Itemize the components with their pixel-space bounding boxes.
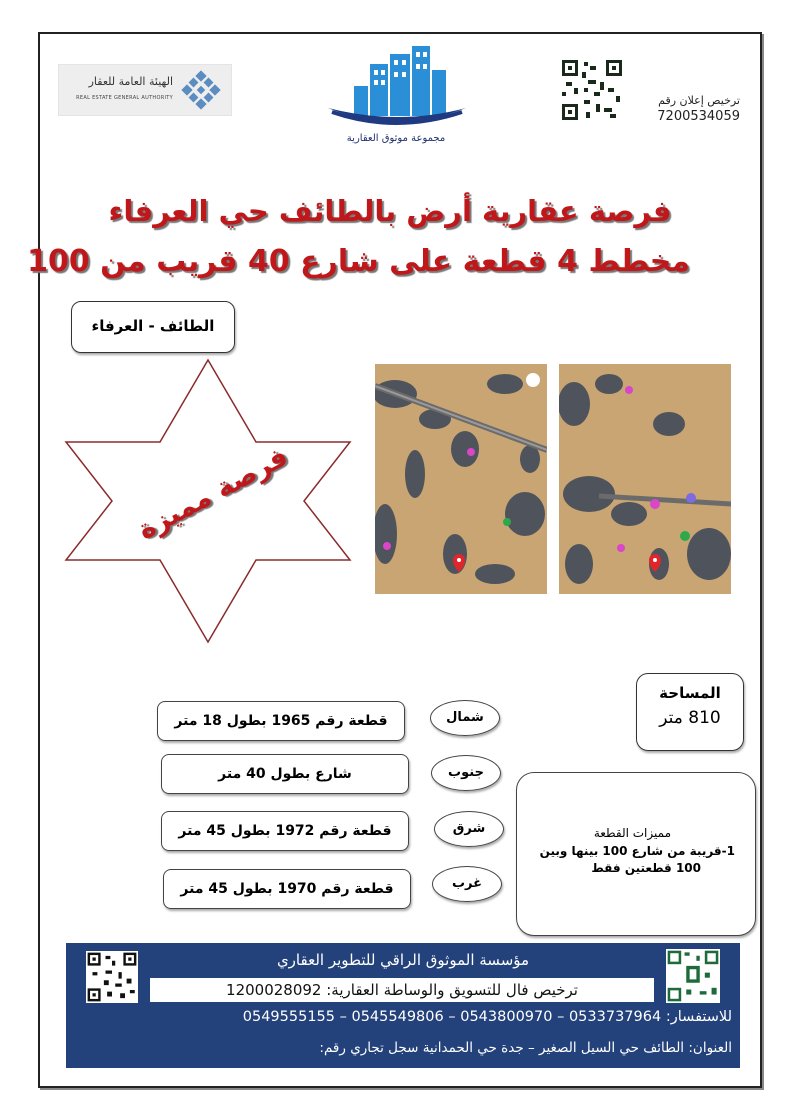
features-title: مميزات القطعة xyxy=(593,826,671,840)
footer-address: العنوان: الطائف حي السيل الصغير – جدة حي الحمدانية سجل تجاري رقم: xyxy=(319,1040,732,1056)
features-line1: 1-قريبة من شارع 100 بينها وبين xyxy=(539,844,735,858)
footer-license: ترخيص فال للتسويق والوساطة العقارية: 1200028092 xyxy=(150,978,654,1002)
authority-name-en: REAL ESTATE GENERAL AUTHORITY xyxy=(76,95,173,101)
direction-east: شرق xyxy=(434,811,504,847)
area-label: المساحة xyxy=(659,684,721,702)
area-box xyxy=(636,673,744,751)
satellite-map-right xyxy=(559,364,731,594)
footer-panel xyxy=(66,943,740,1068)
footer-company: مؤسسة الموثوق الراقي للتطوير العقاري xyxy=(276,951,530,969)
features-line2: 100 قطعتين فقط xyxy=(591,861,701,875)
ad-permit-label: ترخيص إعلان رقم xyxy=(658,94,740,107)
boundary-north: قطعة رقم 1965 بطول 18 متر xyxy=(157,701,405,741)
authority-logo-icon xyxy=(181,70,221,110)
location-box: الطائف - العرفاء xyxy=(71,301,235,353)
direction-north: شمال xyxy=(430,700,500,736)
direction-west: غرب xyxy=(432,866,502,902)
headline-line1: فرصة عقارية أرض بالطائف حي العرفاء xyxy=(108,194,672,228)
authority-name-ar: الهيئة العامة للعقار xyxy=(88,75,173,88)
area-value: 810 متر xyxy=(659,708,721,728)
boundary-east: قطعة رقم 1972 بطول 45 متر xyxy=(161,811,409,851)
qr-code-icon xyxy=(560,58,624,122)
boundary-west: قطعة رقم 1970 بطول 45 متر xyxy=(163,869,411,909)
boundary-south: شارع بطول 40 متر xyxy=(161,754,409,794)
ad-permit-number: 7200534059 xyxy=(657,109,740,124)
footer-contact: للاستفسار: 0533737964 – 0543800970 – 0545549806 – 0549555155 xyxy=(242,1009,732,1025)
authority-logo xyxy=(58,64,232,116)
brand-caption: مجموعة موثوق العقارية xyxy=(346,133,446,144)
building-logo-icon xyxy=(326,46,468,136)
badge-text: فرصة مميزة xyxy=(132,441,294,546)
features-box xyxy=(516,772,756,936)
direction-south: جنوب xyxy=(431,755,501,791)
satellite-map-left xyxy=(375,364,547,594)
headline-line2: مخطط 4 قطعة على شارع 40 قريب من 100 xyxy=(27,244,690,279)
